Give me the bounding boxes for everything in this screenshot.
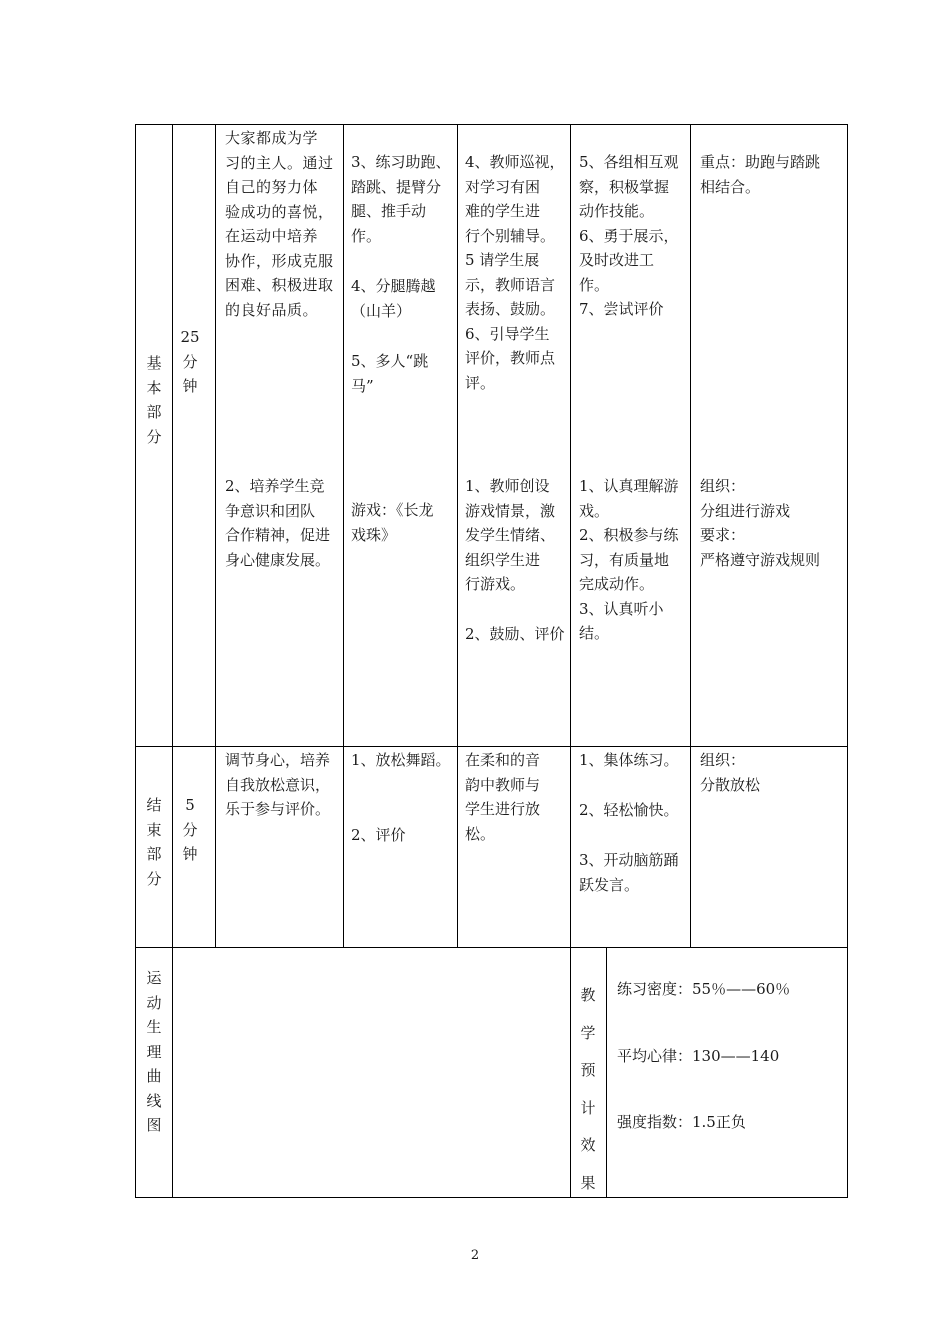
curve-section-label: 运 动 生 理 曲 线 图	[146, 969, 162, 1134]
practice-density: 练习密度：55％——60％	[617, 980, 791, 998]
basic-org-1: 重点：助跑与踏跳 相结合。	[700, 153, 821, 196]
basic-content-2: 4、分腿腾越 （山羊）	[351, 277, 436, 320]
basic-teacher-2: 1、教师创设 游戏情景，激 发学生情绪、 组织学生进 行游戏。	[465, 477, 556, 593]
basic-content-1: 3、练习助跑、 踏跳、提臂分 腿、推手动 作。	[351, 153, 451, 245]
table-border-right	[847, 124, 848, 1198]
end-student-1: 1、集体练习。	[579, 751, 679, 769]
basic-goal-2: 2、培养学生竞 争意识和团队 合作精神，促进 身心健康发展。	[225, 477, 331, 569]
col-divider-time	[215, 124, 216, 948]
col-divider-student	[690, 124, 691, 948]
end-org: 组织： 分散放松	[700, 751, 761, 794]
average-heart-rate: 平均心律：130——140	[617, 1047, 780, 1065]
basic-teacher-1: 4、教师巡视， 对学习有困 难的学生进 行个别辅导。 5 请学生展 示，教师语言 表扬、鼓励。 6、引导学生 评价，教师点 评。	[465, 153, 565, 392]
basic-section-label: 基 本 部 分	[146, 354, 162, 446]
col-divider-effect	[606, 947, 607, 1198]
table-border-bottom	[135, 1197, 848, 1198]
col-divider-label	[172, 124, 173, 1198]
table-border-left	[135, 124, 136, 1198]
col-divider-goal	[343, 124, 344, 948]
basic-content-game: 游戏：《长龙 戏珠》	[351, 501, 434, 544]
row-divider-1	[135, 746, 848, 747]
row-divider-2	[135, 947, 848, 948]
end-student-2: 2、轻松愉快。	[579, 801, 679, 819]
table-border-top	[135, 124, 848, 125]
end-section-time: 5 分 钟	[182, 796, 198, 863]
end-teacher: 在柔和的音 韵中教师与 学生进行放 松。	[465, 751, 541, 843]
col-divider-content	[457, 124, 458, 948]
end-goal: 调节身心，培养 自我放松意识， 乐于参与评价。	[225, 751, 331, 818]
page-number: 2	[470, 1248, 480, 1263]
end-student-3: 3、开动脑筋踊 跃发言。	[579, 851, 679, 894]
effect-section-label: 教 学 预 计 效 果	[580, 986, 596, 1192]
basic-section-time: 25 分 钟	[180, 328, 200, 395]
basic-student-1: 5、各组相互观 察，积极掌握 动作技能。 6、勇于展示， 及时改进工 作。 7、尝试评价	[579, 153, 679, 318]
end-section-label: 结 束 部 分	[146, 796, 162, 888]
end-content-2: 2、评价	[351, 826, 406, 844]
basic-teacher-3: 2、鼓励、评价	[465, 625, 565, 643]
basic-student-2: 1、认真理解游 戏。 2、积极参与练 习，有质量地 完成动作。 3、认真听小 结。	[579, 477, 679, 642]
basic-content-3: 5、多人“跳 马”	[351, 352, 429, 395]
end-content-1: 1、放松舞蹈。	[351, 751, 451, 769]
basic-goal-1: 大家都成为学 习的主人。通过 自己的努力体 验成功的喜悦， 在运动中培养 协作，形成克服 困难、积极进取 的良好品质。	[225, 129, 334, 319]
basic-org-2: 组织： 分组进行游戏 要求： 严格遵守游戏规则	[700, 477, 821, 569]
col-divider-teacher	[570, 124, 571, 1198]
intensity-index: 强度指数：1.5正负	[617, 1113, 746, 1131]
